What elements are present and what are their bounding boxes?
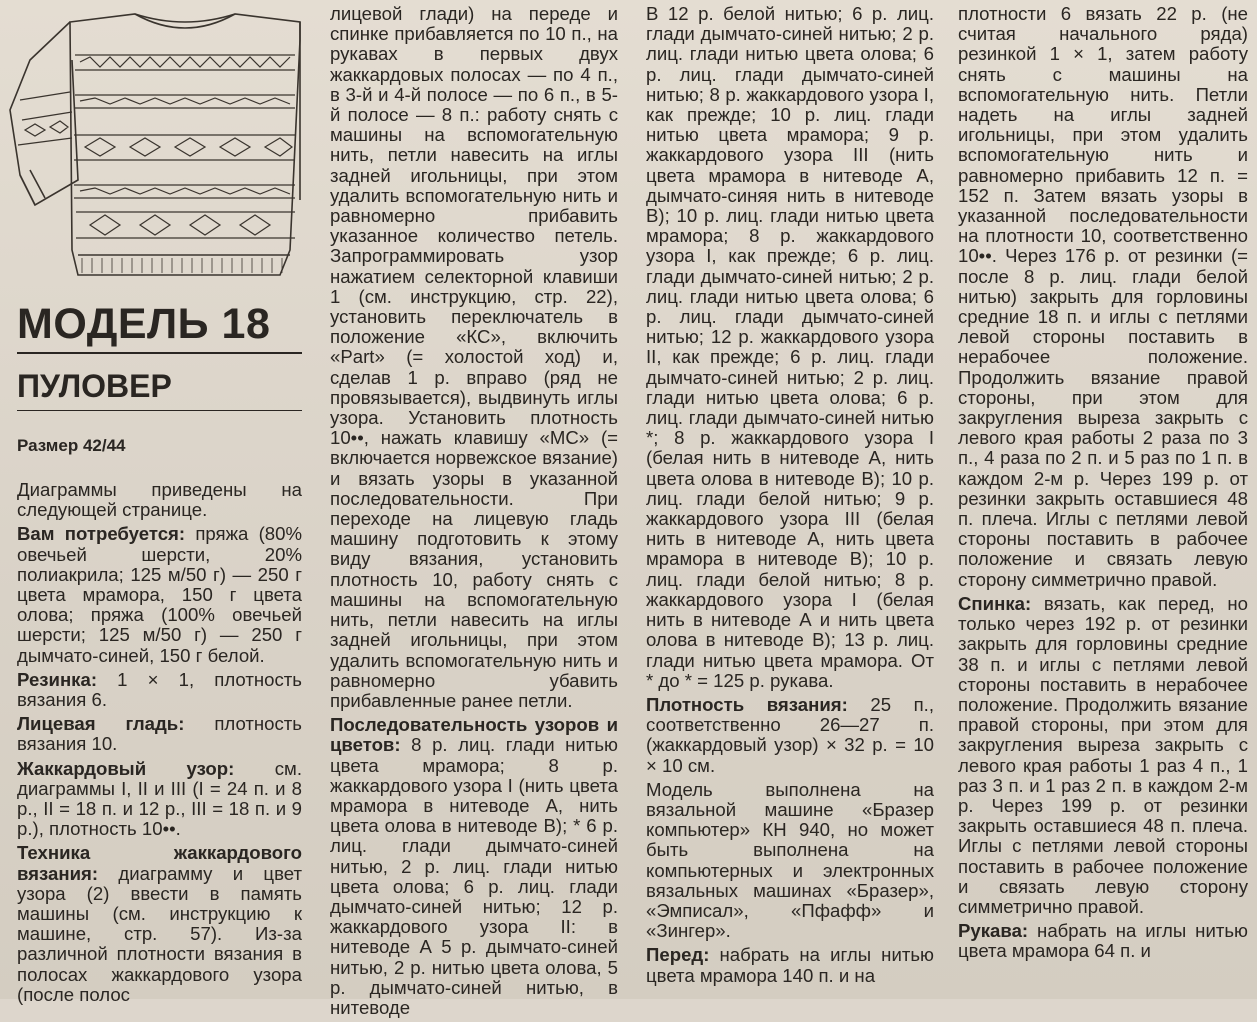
paragraph-text: Диаграммы приведены на следующей странице.: [17, 479, 302, 521]
subtitle-rule: [17, 410, 302, 411]
paragraph-text: плотность вязания 10.: [17, 713, 302, 755]
paragraph: [17, 524, 302, 665]
paragraph: [646, 780, 934, 942]
paragraph-text: Модель выполнена на вязальной машине «Бразер компьютер» КН 940, но может быть выполнена на компьютерных и электронных вязальных машинах «Бразер», «Эмписал», «Пфафф» и «Зингер».: [646, 778, 934, 942]
title-rule: [17, 352, 302, 354]
paragraph-text: набрать на иглы нитью цвета мрамора 140 п. и на: [646, 944, 934, 986]
paragraph: [958, 594, 1248, 917]
paragraph-text: вязать, как перед, но только через 192 р. от резинки закрыть для горловины средние 38 п. и иглы с петлями левой стороны поставить в нерабочее положение. Продолжить вязание правой стороны, при этом для закругления выреза закрыть с левого края работы 1 раз 4 п., 1 раз 3 п. и 1 раз 2 п. в каждом 2-м р. Через 199 р. от резинки закрыть оставшиеся 48 п. плеча. Иглы с петлями левой стороны поставить в рабочее положение и связать левую сторону симметрично правой.: [958, 592, 1248, 917]
paragraph-heading: Перед:: [646, 944, 710, 966]
sweater-illustration: [0, 0, 310, 290]
paragraph-heading: Плотность вязания:: [646, 693, 848, 715]
paragraph: [646, 695, 934, 776]
paragraph-text: В 12 р. белой нитью; 6 р. лиц. глади дымчато-синей нитью; 2 р. лиц. глади нитью цвета олова; 6 р. лиц. глади дымчато-синей нитью; 8 р. жаккардового узора I, как прежде; 10 р. лиц. глади нитью цвета мрамора; 9 р. жаккардового узора III (нить цвета мрамора в нитеводе А, дымчато-синяя нить в нитеводе В); 10 р. лиц. глади нитью цвета мрамора; 8 р. жаккардового узора I, как прежде; 6 р. лиц. глади дымчато-синей нитью; 2 р. лиц. глади нитью цвета олова; 6 р. лиц. глади дымчато-синей нитью; 12 р. жаккардового узора II, как прежде; 6 р. лиц. глади дымчато-синей нитью; 2 р. лиц. глади нитью цвета олова; 6 р. лиц. глади дымчато-синей нитью *; 8 р. жаккардового узора I (белая нить в нитеводе А, нить цвета олова в нитеводе В); 10 р. лиц. глади белой нитью; 9 р. жаккардового узора III (белая нить в нитеводе А, нить цвета мрамора в нитеводе В); 10 р. лиц. глади белой нитью; 8 р. жаккардового узора I (белая нить в нитеводе А и нить цвета олова в нитеводе В); 13 р. лиц. глади нитью цвета мрамора. От * до * = 125 р. рукава.: [646, 3, 934, 691]
paragraph-text: 8 р. лиц. глади нитью цвета мрамора; 8 р. жаккардового узора I (нить цвета мрамора в нитеводе А, нить цвета олова в нитеводе В); * 6 р. лиц. глади дымчато-синей нитью, 2 р. лиц. глади нитью цвета олова; 6 р. лиц. глади дымчато-синей нитью; 12 р. жаккардового узора II: в нитеводе А 5 р. дымчато-синей нитью, 2 р. нитью цвета олова, 5 р. дымчато-синей нитью, в нитеводе: [330, 734, 618, 1018]
paragraph: [330, 715, 618, 1018]
paragraph-text: набрать на иглы нитью цвета мрамора 64 п. и: [958, 920, 1248, 962]
paragraph-text: см. диаграммы I, II и III (I = 24 п. и 8 р., II = 18 п. и 12 р., III = 18 п. и 9 р.), плотность 10••.: [17, 757, 302, 840]
paragraph-heading: Лицевая гладь:: [17, 713, 185, 735]
model-subtitle: ПУЛОВЕР: [17, 368, 172, 404]
paragraph: [646, 945, 934, 985]
text-column-2: [330, 4, 618, 1022]
paragraph-text: 1 × 1, плотность вязания 6.: [17, 668, 302, 711]
paragraph-heading: Техника жаккардового вязания:: [17, 842, 302, 884]
paragraph-heading: Вам потребуется:: [17, 523, 186, 545]
paragraph: [330, 4, 618, 711]
paragraph: [17, 759, 302, 840]
paragraph-text: пряжа (80% овечьей шерсти, 20% полиакрила; 125 м/50 г) — 250 г цвета мрамора, 150 г цвета олова; пряжа (100% овечьей шерсти; 125 м/50 г) — 250 г дымчато-синей, 150 г белой.: [17, 523, 302, 666]
paragraph-heading: Резинка:: [17, 668, 98, 690]
text-column-3: [646, 4, 934, 990]
paragraph-text: лицевой глади) на переде и спинке прибавляется по 10 п., на рукавах в первых двух жаккардовых полосах — по 4 п., в 3-й и 4-й полосе — по 6 п., в 5-й полосе — 8 п.: работу снять с машины на вспомогательную нить, петли навесить на иглы задней игольницы, при этом удалить вспомогательную нить и равномерно прибавить указанное количество петель. Запрограммировать узор нажатием селекторной клавиши 1 (см. инструкцию, стр. 22), установить переключатель в положение «КС», включить «Part» (= холостой ход) и, сделав 1 р. вправо (ряд не провязывается), выдвинуть иглы узора. Установить плотность 10••, нажать клавишу «МС» (= включается норвежское вязание) и вязать узоры в указанной последовательности. При переходе на лицевую гладь машину подготовить к этому виду вязания, установить плотность 10, работу снять с машины на вспомогательную нить, петли навесить на иглы задней игольницы, при этом удалить вспомогательную нить и равномерно убавить прибавленные ранее петли.: [330, 3, 618, 711]
paragraph-text: 25 п., соответственно 26—27 п. (жаккардовый узор) × 32 р. = 10 × 10 см.: [646, 693, 934, 776]
paragraph: [958, 921, 1248, 961]
paragraph: [17, 714, 302, 754]
paragraph: [646, 4, 934, 691]
text-column-1: [17, 480, 302, 1009]
paragraph-heading: Рукава:: [958, 920, 1029, 942]
size-label: Размер 42/44: [17, 436, 126, 455]
paragraph-text: диаграмму и цвет узора (2) ввести в память машины (см. инструкцию к машине, стр. 57). Из-за различной плотности вязания в полосах жаккардового узора (после полос: [17, 862, 302, 1005]
paragraph: [17, 670, 302, 710]
text-column-4: [958, 4, 1248, 966]
paragraph-heading: Жаккардовый узор:: [17, 757, 235, 779]
model-title: МОДЕЛЬ 18: [17, 300, 271, 348]
paragraph-text: плотности 6 вязать 22 р. (не считая начального ряда) резинкой 1 × 1, затем работу снять с машины на вспомогательную нить. Петли надеть на иглы задней игольницы, при этом удалить вспомогательную нить и равномерно прибавить 12 п. = 152 п. Затем вязать узоры в указанной последовательности на плотности 10, соответственно 10••. Через 176 р. от резинки (= после 8 р. лиц. глади белой нитью) закрыть для горловины средние 18 п. и иглы с петлями левой стороны поставить в нерабочее положение. Продолжить вязание правой стороны, при этом для закругления выреза закрыть с левого края работы 2 раза по 3 п., 4 раза по 2 п. и 5 раз по 1 п. в каждом 2-м р. Через 199 р. от резинки закрыть оставшиеся 48 п. плеча. Иглы с петлями левой стороны поставить в рабочее положение и связать левую сторону симметрично правой.: [958, 3, 1248, 590]
paragraph: [17, 480, 302, 520]
paragraph: [17, 843, 302, 1005]
paragraph-heading: Спинка:: [958, 592, 1032, 614]
paragraph-heading: Последовательность узоров и цветов:: [330, 714, 618, 756]
paragraph: [958, 4, 1248, 590]
